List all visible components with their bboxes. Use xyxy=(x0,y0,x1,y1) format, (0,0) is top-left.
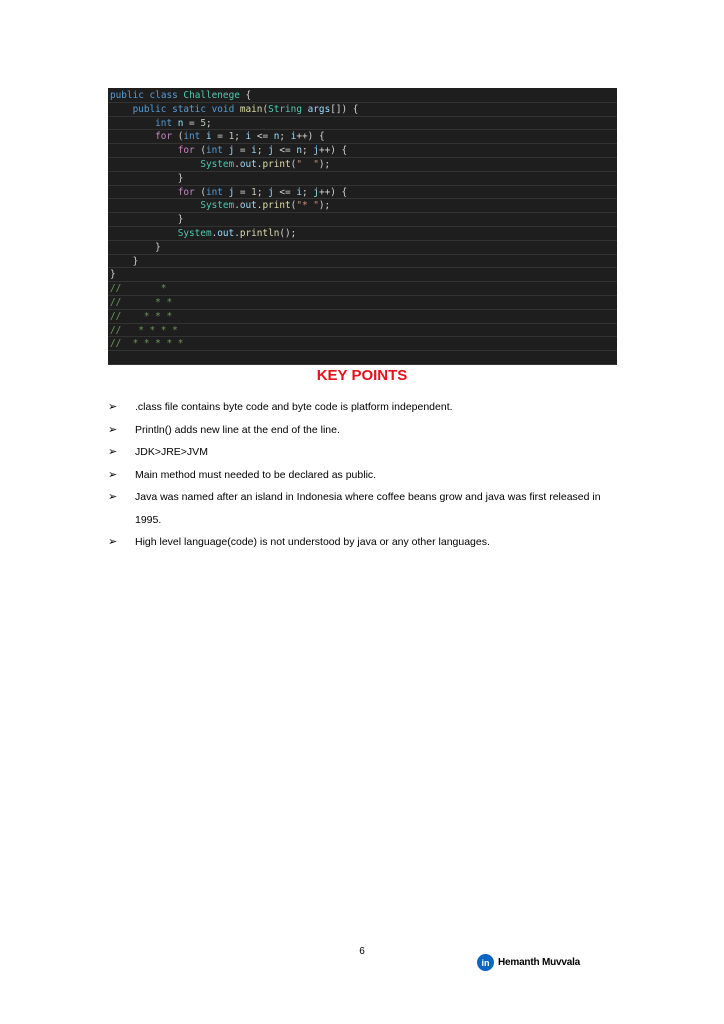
code-token: ( xyxy=(194,145,206,157)
code-token: i xyxy=(296,186,302,198)
code-token: <= xyxy=(273,145,297,157)
code-token: public xyxy=(132,103,167,115)
code-token: void xyxy=(211,103,235,115)
key-point-text: High level language(code) is not understood by java or any other languages. xyxy=(135,536,490,548)
code-token: n xyxy=(177,117,184,129)
code-token: out xyxy=(217,227,235,239)
code-token: ; xyxy=(256,186,269,198)
arrow-bullet-icon: ➢ xyxy=(108,423,118,436)
code-token: i xyxy=(290,131,297,143)
code-token: ( xyxy=(172,131,184,143)
code-line xyxy=(108,117,617,131)
code-line xyxy=(108,268,617,282)
code-block xyxy=(108,88,617,365)
key-point-item xyxy=(108,464,628,487)
code-token: = xyxy=(211,131,229,143)
key-point-text: Java was named after an island in Indonesia where coffee beans grow and java was first released in 1995. xyxy=(135,491,601,526)
code-token: int xyxy=(205,145,223,157)
code-token: ; xyxy=(256,145,269,157)
code-token: for xyxy=(155,131,173,143)
key-points-list xyxy=(108,396,628,554)
code-token: "* " xyxy=(296,200,319,212)
code-line xyxy=(108,213,617,227)
code-line xyxy=(108,199,617,213)
code-token: // * * * * * xyxy=(110,338,184,350)
code-token: static xyxy=(172,103,206,115)
arrow-bullet-icon: ➢ xyxy=(108,536,118,548)
code-token: = xyxy=(234,186,252,198)
code-token: n xyxy=(296,145,302,157)
code-line xyxy=(108,241,617,255)
key-point-item xyxy=(108,441,628,464)
code-line xyxy=(108,130,617,144)
code-token: } xyxy=(155,241,161,253)
key-point-text: .class file contains byte code and byte code is platform independent. xyxy=(135,401,453,413)
code-token: ( xyxy=(290,158,297,170)
code-token: int xyxy=(205,186,223,198)
code-token: = xyxy=(234,145,252,157)
code-line xyxy=(108,186,617,200)
key-point-text: Println() adds new line at the end of the line. xyxy=(135,423,340,436)
linkedin-icon: in xyxy=(477,954,494,971)
code-token: ++) { xyxy=(318,186,348,198)
code-token: System xyxy=(200,158,235,170)
code-token: String xyxy=(268,103,302,115)
code-token: } xyxy=(177,172,184,184)
code-token: <= xyxy=(273,186,297,198)
code-token: for xyxy=(177,186,195,198)
code-token: (); xyxy=(279,227,297,239)
code-token: ; xyxy=(302,145,314,157)
code-token: . xyxy=(256,200,263,212)
code-token: 1 xyxy=(251,186,257,198)
key-point-item xyxy=(108,531,628,554)
code-token: for xyxy=(177,145,195,157)
code-line xyxy=(108,227,617,241)
code-token: } xyxy=(177,214,184,226)
arrow-bullet-icon: ➢ xyxy=(108,401,118,413)
code-token: // * * xyxy=(110,296,173,308)
code-token: ); xyxy=(318,200,331,212)
code-token: println xyxy=(239,227,280,239)
code-token: } xyxy=(132,255,139,267)
key-point-item xyxy=(108,486,628,531)
code-token: System xyxy=(200,200,235,212)
code-token: out xyxy=(239,200,257,212)
code-token: // * xyxy=(110,283,167,295)
page-number: 6 xyxy=(359,946,365,957)
code-line xyxy=(108,324,617,338)
code-token: // * * * xyxy=(110,310,173,322)
code-token: 5 xyxy=(200,117,206,129)
code-token: . xyxy=(234,200,240,212)
code-token: System xyxy=(177,227,212,239)
code-token: ; xyxy=(206,117,212,129)
code-token: ; xyxy=(234,131,246,143)
code-token: j xyxy=(228,145,235,157)
code-line xyxy=(108,89,617,103)
code-token: j xyxy=(228,186,235,198)
code-token: = xyxy=(183,117,201,129)
code-token: public xyxy=(110,90,144,101)
code-token: ; xyxy=(302,186,314,198)
code-token: // * * * * xyxy=(110,324,178,336)
code-line xyxy=(108,255,617,269)
code-token: ( xyxy=(290,200,297,212)
code-token: class xyxy=(149,90,178,101)
code-token: <= xyxy=(251,131,274,143)
arrow-bullet-icon: ➢ xyxy=(108,468,118,481)
code-token: int xyxy=(155,117,173,129)
key-point-item xyxy=(108,396,628,419)
author-brand xyxy=(477,954,580,971)
code-token: []) { xyxy=(330,103,359,115)
code-token: main xyxy=(239,103,263,115)
code-token: args xyxy=(307,103,331,115)
code-token: i xyxy=(245,131,252,143)
author-name: Hemanth Muvvala xyxy=(498,957,581,968)
code-token: ++) { xyxy=(318,145,348,157)
code-token: . xyxy=(211,227,218,239)
code-line xyxy=(108,172,617,186)
code-token: j xyxy=(268,145,274,157)
code-token: j xyxy=(313,145,319,157)
code-token: ; xyxy=(279,131,291,143)
code-token: out xyxy=(239,158,257,170)
code-token: 1 xyxy=(228,131,235,143)
code-line xyxy=(108,158,617,172)
code-token: int xyxy=(183,131,201,143)
code-line xyxy=(108,144,617,158)
key-point-item xyxy=(108,419,628,442)
arrow-bullet-icon: ➢ xyxy=(108,491,118,503)
code-token: print xyxy=(262,158,291,170)
arrow-bullet-icon: ➢ xyxy=(108,446,118,458)
code-token: Challenege xyxy=(183,90,240,101)
code-line xyxy=(108,296,617,310)
code-line xyxy=(108,103,617,117)
code-token: } xyxy=(110,269,116,281)
code-token: . xyxy=(256,158,263,170)
code-token: j xyxy=(313,186,319,198)
code-line xyxy=(108,351,617,365)
code-token: ( xyxy=(194,186,206,198)
code-token: j xyxy=(268,186,274,198)
key-point-text: JDK>JRE>JVM xyxy=(135,446,208,458)
code-token: ); xyxy=(318,158,331,170)
code-line xyxy=(108,282,617,296)
code-token: . xyxy=(234,158,240,170)
code-token: " " xyxy=(296,158,319,170)
code-token: i xyxy=(205,131,212,143)
code-token: ++) { xyxy=(296,131,325,143)
key-point-text: Main method must needed to be declared as public. xyxy=(135,468,377,481)
key-points-heading: KEY POINTS xyxy=(316,367,408,384)
code-token: . xyxy=(234,227,240,239)
code-token: i xyxy=(251,145,257,157)
code-token: ( xyxy=(262,103,269,115)
code-line xyxy=(108,310,617,324)
code-token: { xyxy=(239,90,252,101)
code-line xyxy=(108,337,617,351)
code-token: n xyxy=(273,131,280,143)
code-token: print xyxy=(262,200,291,212)
